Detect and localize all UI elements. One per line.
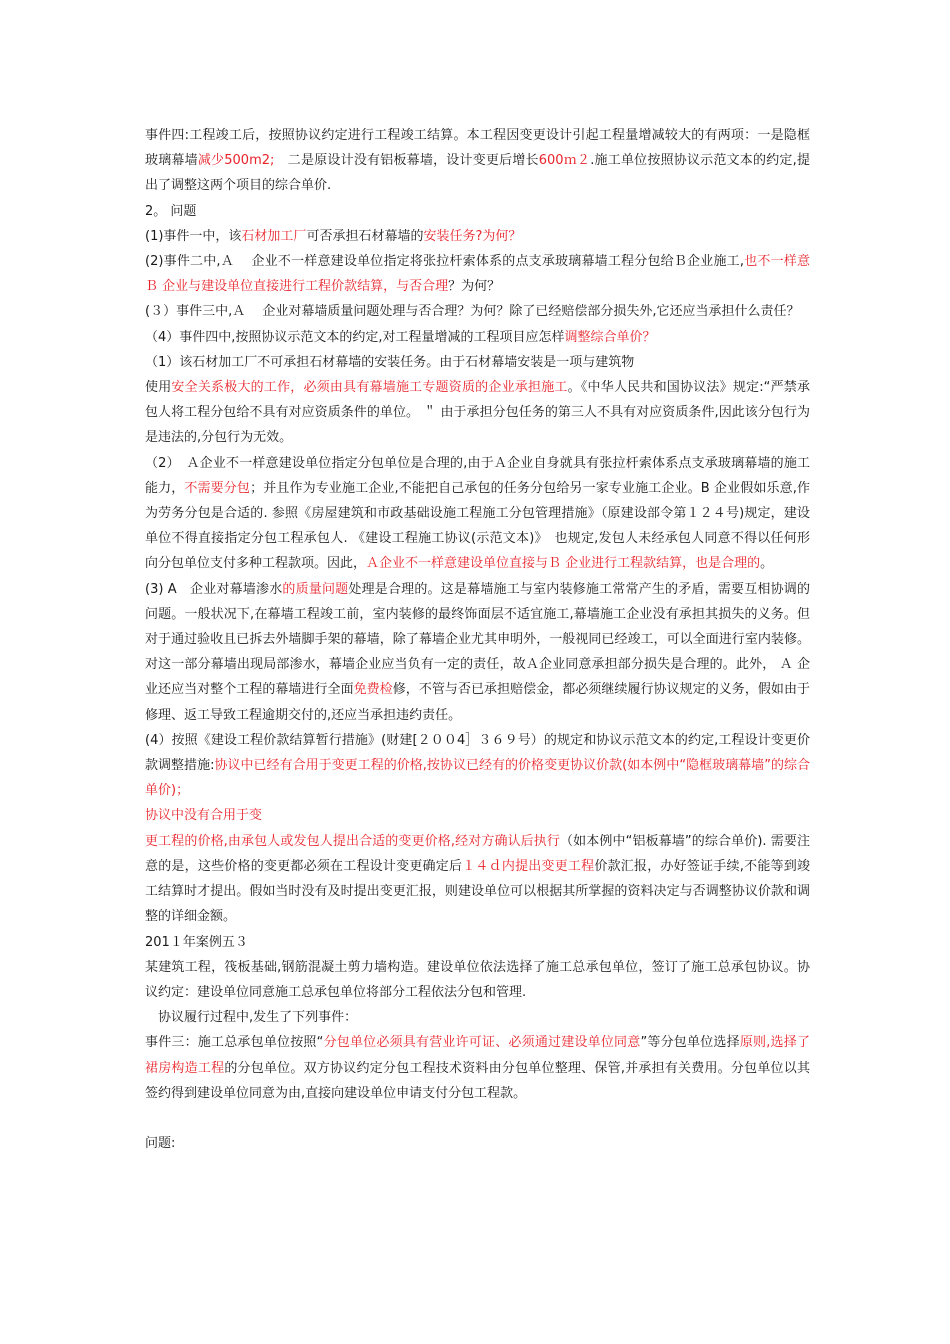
highlighted-text: 调整综合单价？ xyxy=(564,329,656,345)
text-run: 处理是合理的。这是幕墙施工与室内装修施工常常产生的矛盾，需要互相协调的问题。一般状况下,在幕墙工程竣工前，室内装修的最终饰面层不适宜施工,幕墙施工企业没有承担其损失的义务。但对于通过验收且已拆去外墙脚手架的幕墙，除了幕墙企业尤其申明外，一般视同已经竣工，可以全面进行室内装修。对这一部分幕墙出现局部渗水，幕墙企业应当负有一定的责任，故Ａ企业同意承担部分损失是合理的。此外， Ａ 企业还应当对整个工程的幕墙进行全面 xyxy=(145,581,810,698)
text-run: .施工单位按照协议示范文本的约定,提出了调整这两个项目的综合单价. xyxy=(145,153,810,194)
text-run: ？为何？ xyxy=(448,279,501,295)
highlighted-text: 分包单位必须具有营业许可证、必须通过建设单位同意 xyxy=(323,1035,641,1051)
paragraph xyxy=(145,123,810,199)
highlighted-text: 600ｍ２ xyxy=(538,153,591,169)
paragraph xyxy=(145,930,810,955)
text-run: （如本例中“铝板幕墙”的综合单价). 需要注意的是，这些价格的变更都必须在工程设计变更确定后 xyxy=(145,833,811,874)
paragraph xyxy=(145,577,810,728)
highlighted-text: 协议中已经有合用于变更工程的价格,按协议已经有的价格变更协议价款(如本例中“隐框玻璃幕墙”的综合单价)； xyxy=(145,758,810,799)
highlighted-text: 也不一样意Ｂ 企业与建设单位直接进行工程价款结算，与否合理 xyxy=(145,254,810,295)
highlighted-text: Ａ企业不一样意建设单位直接与Ｂ 企业进行工程款结算，也是合理的 xyxy=(366,556,761,572)
text-run: 二是原设计没有铝板幕墙，设计变更后增长 xyxy=(274,153,539,169)
text-run: 。《中华人民共和国协议法》规定:“严禁承包人将工程分包给不具有对应资质条件的单位。 ＂ 由于承担分包任务的第三人不具有对应资质条件,因此该分包行为是违法的,分包行为无效。 xyxy=(145,380,810,446)
highlighted-text: １４ｄ内提出变更工程 xyxy=(462,858,595,874)
text-run: （4）事件四中,按照协议示范文本的约定,对工程量增减的工程项目应怎样 xyxy=(145,329,565,345)
text-run: 某建筑工程，筏板基础,钢筋混凝土剪力墙构造。建设单位依法选择了施工总承包单位，签订了施工总承包协议。协议约定：建设单位同意施工总承包单位将部分工程依法分包和管理. xyxy=(145,959,810,1000)
highlighted-text: 协议中没有合用于变 xyxy=(145,808,263,824)
highlighted-text: 石材加工厂 xyxy=(241,228,307,244)
text-run: 修，不管与否已承担赔偿金，都必须继续履行协议规定的义务，假如由于修理、返工导致工程逾期交付的,还应当承担违约责任。 xyxy=(145,682,810,723)
text-run: 的分包单位。双方协议约定分包工程技术资料由分包单位整理、保管,并承担有关费用。分包单位以其签约得到建设单位同意为由,直接向建设单位申请支付分包工程款。 xyxy=(145,1060,810,1101)
text-run: 事件四:工程竣工后，按照协议约定进行工程竣工结算。本工程因变更设计引起工程量增减较大的有两项：一是隐框玻璃幕墙 xyxy=(145,128,810,169)
text-run: 协议履行过程中,发生了下列事件： xyxy=(145,1010,358,1026)
paragraph xyxy=(145,350,810,375)
document-body xyxy=(145,123,810,1156)
text-run: (4）按照《建设工程价款结算暂行措施》(财建[２００4］３６９号）的规定和协议示范文本的约定,工程设计变更价款调整措施: xyxy=(145,732,810,774)
highlighted-text: 更工程的价格,由承包人或发包人提出合适的变更价格,经对方确认后执行 xyxy=(145,833,561,849)
text-run: ；并且作为专业施工企业,不能把自己承包的任务分包给另一家专业施工企业。B 企业假如乐意,作为劳务分包是合适的. 参照《房屋建筑和市政基础设施工程施工分包管理措施》（原建设部令第１２４号)规定，建设单位不得直接指定分包工程承包人. 《建设工程施工协议(示范文本)》 也规定,发包人未经承包人同意不得以任何形向分包单位支付多种工程款项。因此， xyxy=(145,480,810,572)
paragraph xyxy=(145,955,810,1005)
paragraph xyxy=(145,299,810,324)
text-run: ”等分包单位选择 xyxy=(640,1035,740,1051)
paragraph xyxy=(145,1005,810,1030)
paragraph xyxy=(145,803,810,828)
text-run: 事件三：施工总承包单位按照“ xyxy=(145,1035,324,1051)
text-run: 价款汇报，办好签证手续,不能等到竣工结算时才提出。假如当时没有及时提出变更汇报，则建设单位可以根据其所掌握的资料决定与否调整协议价款和调整的详细金额。 xyxy=(145,858,810,925)
text-run: （1）该石材加工厂不可承担石材幕墙的安装任务。由于石材幕墙安装是一项与建筑物 xyxy=(145,354,635,370)
text-run: (３）事件三中,Ａ 企业对幕墙质量问题处理与否合理？为何？除了已经赔偿部分损失外,它还应当承担什么责任？ xyxy=(145,304,800,320)
paragraph xyxy=(145,325,810,350)
blank-line xyxy=(145,1106,810,1131)
paragraph xyxy=(145,199,810,224)
highlighted-text: 的质量问题 xyxy=(282,581,349,597)
text-run: (1)事件一中，该 xyxy=(145,228,242,244)
text-run: (2)事件二中,Ａ 企业不一样意建设单位指定将张拉杆索体系的点支承玻璃幕墙工程分包给Ｂ企业施工, xyxy=(145,254,744,270)
text-run: （2） Ａ企业不一样意建设单位指定分包单位是合理的,由于Ａ企业自身就具有张拉杆索体系点支承玻璃幕墙的施工能力， xyxy=(145,455,810,496)
text-run: 使用 xyxy=(145,380,172,396)
paragraph xyxy=(145,1131,810,1156)
paragraph xyxy=(145,728,810,804)
text-run: 问题: xyxy=(145,1135,176,1151)
text-run: 可否承担石材幕墙的 xyxy=(306,228,424,244)
highlighted-text: 原则,选择了裙房构造工程 xyxy=(145,1035,810,1076)
paragraph xyxy=(145,1030,810,1106)
text-run: (3) A 企业对幕墙渗水 xyxy=(145,581,283,597)
highlighted-text: 免费检 xyxy=(353,682,393,698)
highlighted-text: 减少500m2; xyxy=(197,153,275,169)
text-run: 201１年案例五３ xyxy=(145,934,248,950)
text-run: 。 xyxy=(760,556,774,572)
highlighted-text: 不需要分包 xyxy=(184,480,251,496)
paragraph xyxy=(145,249,810,299)
paragraph xyxy=(145,224,810,249)
highlighted-text: 安全关系极大的工作，必须由具有幕墙施工专题资质的企业承担施工 xyxy=(171,380,568,396)
text-run: 2。 问题 xyxy=(145,203,197,219)
paragraph xyxy=(145,829,810,930)
paragraph xyxy=(145,451,810,577)
highlighted-text: 安装任务?为何？ xyxy=(423,228,522,244)
paragraph xyxy=(145,375,810,451)
